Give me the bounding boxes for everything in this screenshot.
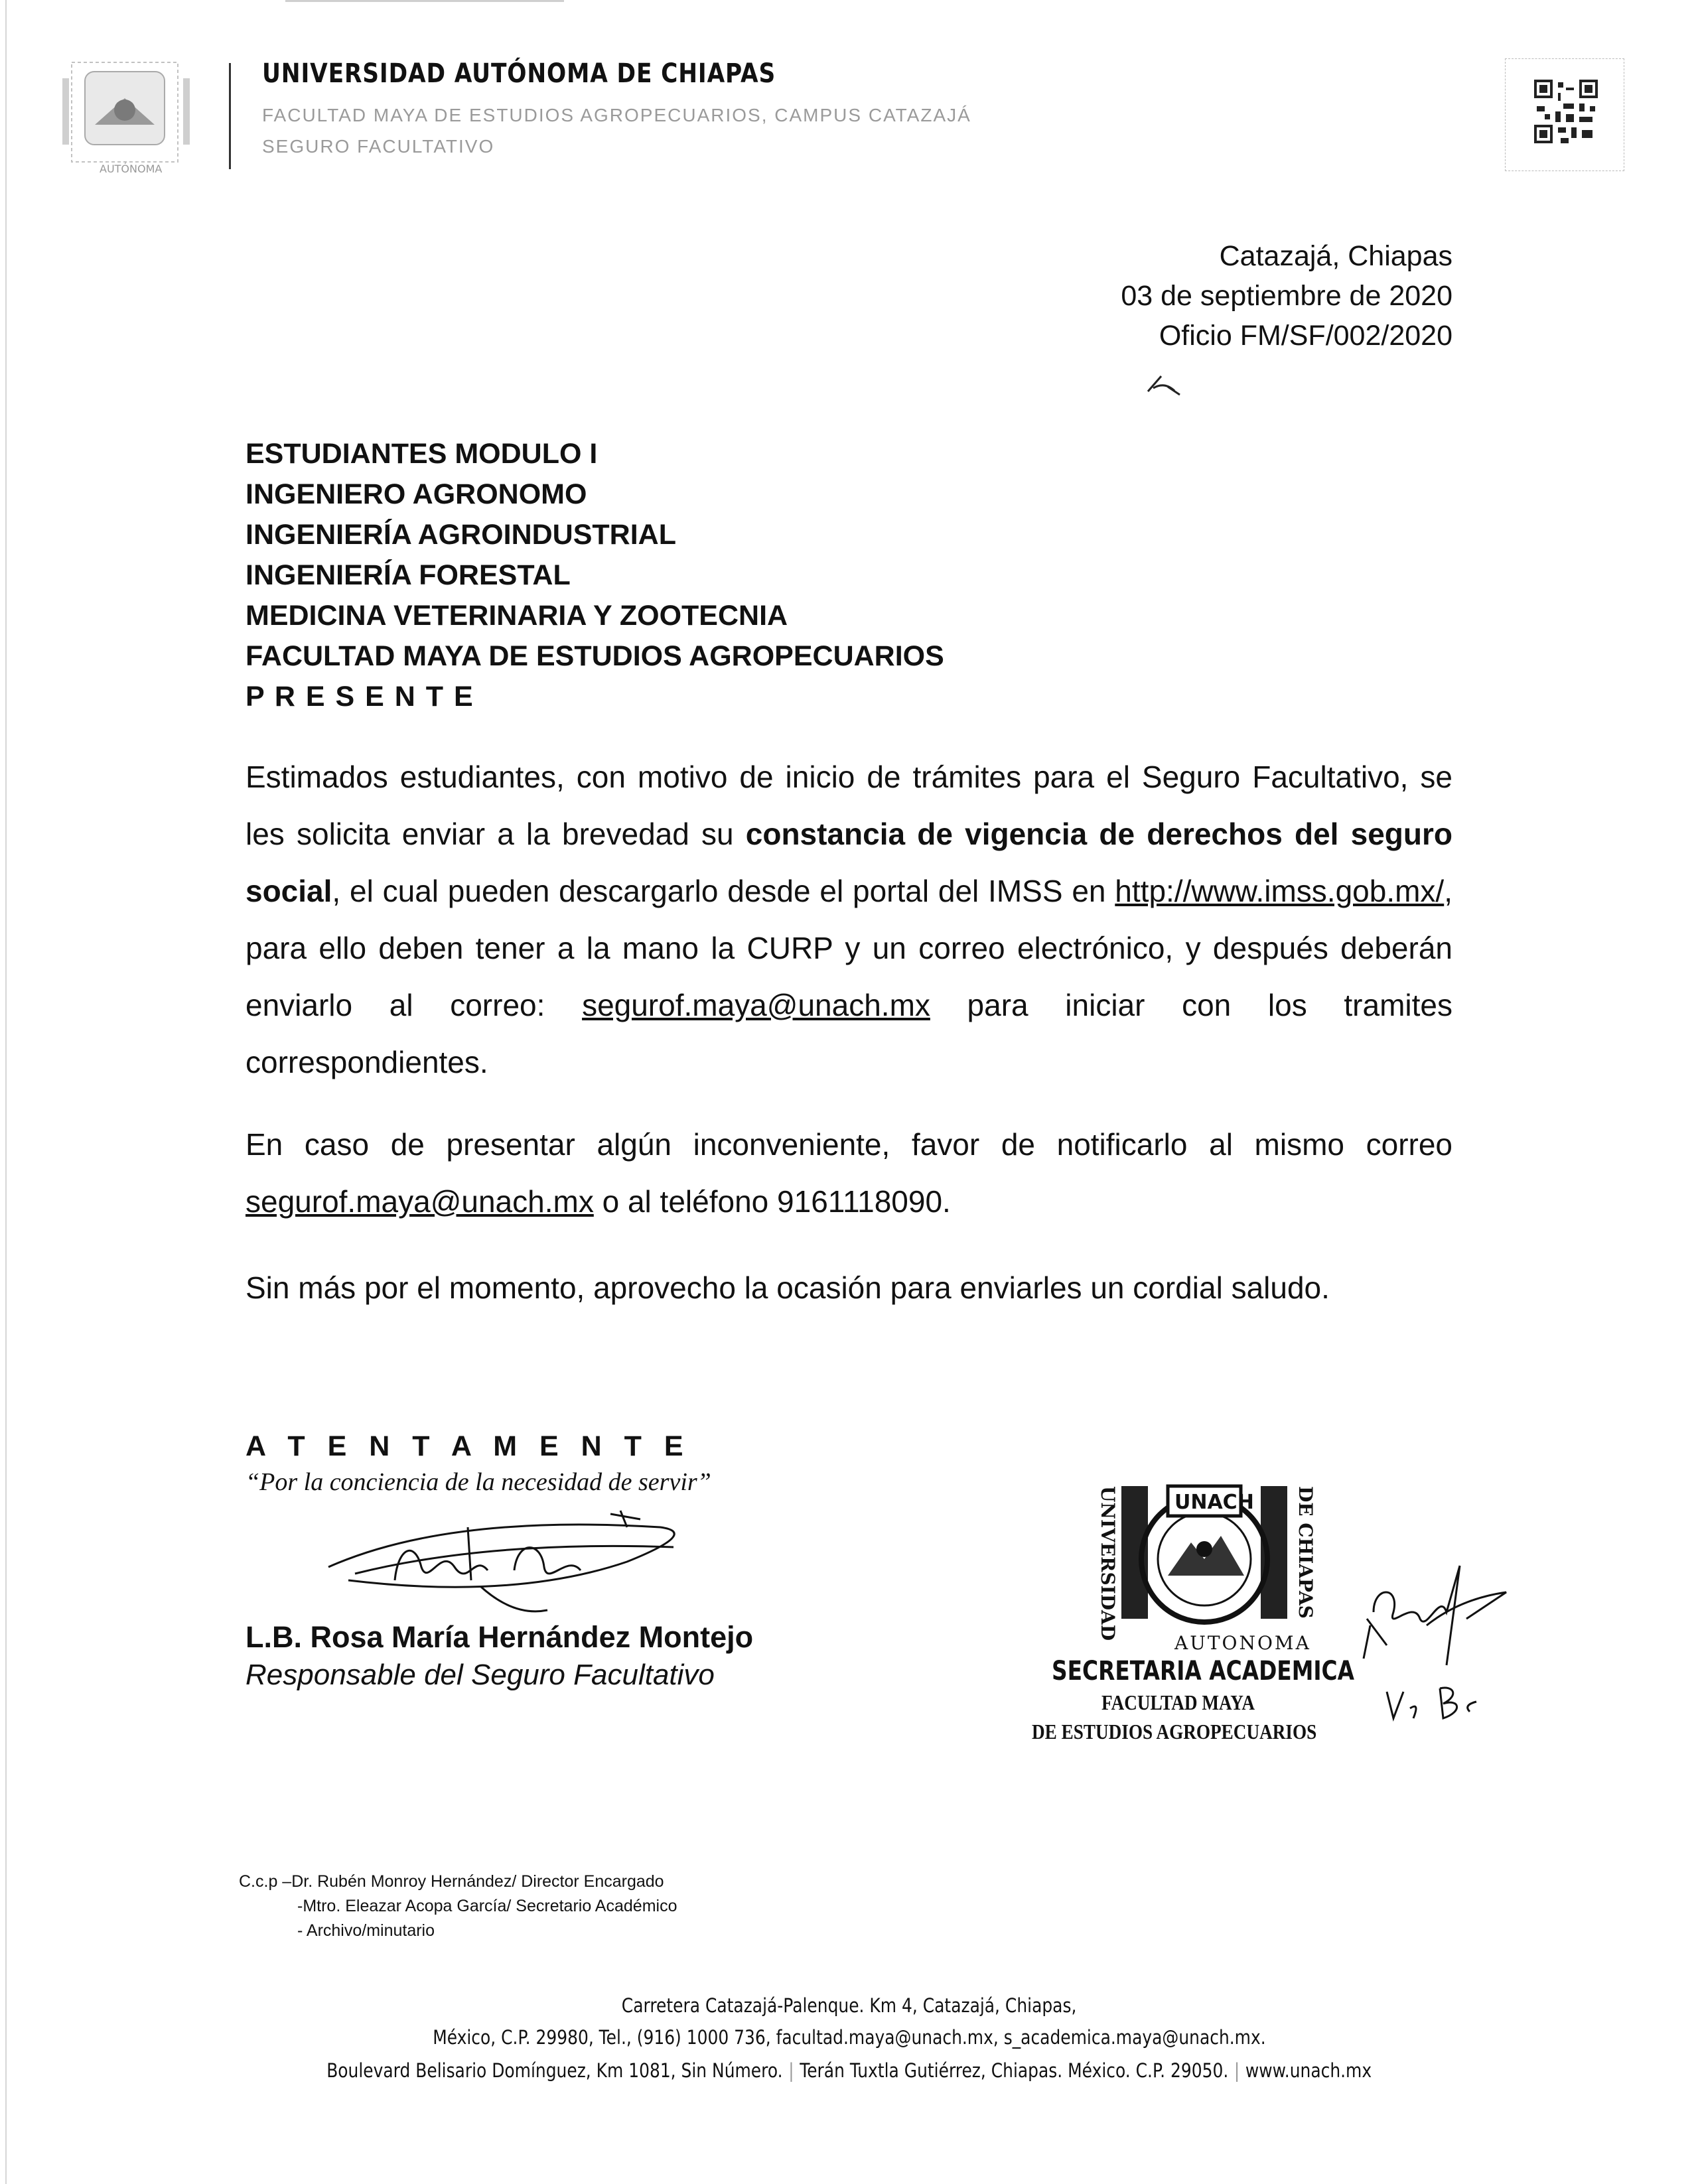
footer-address-3: Boulevard Belisario Domínguez, Km 1081, Sin Número. | Terán Tuxtla Gutiérrez, Chiapas. México. C.P. 29050. | www.unach.mx [326,2059,1372,2082]
recipient-line: INGENIERÍA AGROINDUSTRIAL [246,519,676,551]
recipient-line: INGENIERO AGRONOMO [246,478,587,510]
university-name: UNIVERSIDAD AUTÓNOMA DE CHIAPAS [262,58,776,89]
footer-text: México, C.P. 29980, Tel., (916) 1000 736, facultad.maya@unach.mx, s_academica.maya@unach.mx. [432,2026,1266,2049]
seal-text: AUTONOMA [1174,1632,1311,1654]
email-link[interactable]: segurof.maya@unach.mx [582,988,930,1022]
svg-text:UNACH: UNACH [1174,1491,1254,1514]
paragraph-text: para iniciar con los tramites correspondientes. [246,988,1452,1079]
recipient-line: ESTUDIANTES MODULO I [246,438,598,470]
seal-text: FACULTAD MAYA [1101,1690,1255,1714]
paragraph-text: En caso de presentar algún inconveniente, favor de notificarlo al mismo correo [246,1127,1452,1162]
initials-mark-icon [1141,368,1188,401]
emphasis-text: constancia de vigencia de derechos del seguro social [246,817,1452,908]
footer-address-1 [0,1994,1698,2017]
imss-link[interactable]: http://www.imss.gob.mx/ [1115,874,1445,908]
unach-seal-icon [1088,1460,1320,1652]
cc-line: C.c.p –Dr. Rubén Monroy Hernández/ Director Encargado [239,1872,664,1891]
presente-line: P R E S E N T E [246,681,474,713]
date-line: 03 de septiembre de 2020 [1121,280,1452,312]
recipient-line: FACULTAD MAYA DE ESTUDIOS AGROPECUARIOS [246,640,944,672]
header-divider [229,63,231,169]
qr-code-icon [1534,80,1598,143]
footer-text: Carretera Catazajá-Palenque. Km 4, Catazajá, Chiapas, [621,1994,1077,2017]
office-number: Oficio FM/SF/002/2020 [1159,320,1452,352]
university-crest-icon [58,58,204,178]
footer-website[interactable]: www.unach.mx [1245,2059,1372,2082]
closing: A T E N T A M E N T E [246,1430,691,1462]
body-paragraph-2 [246,1116,1452,1230]
svg-text:UNIVERSIDAD: UNIVERSIDAD [1097,1486,1119,1641]
email-link[interactable]: segurof.maya@unach.mx [246,1184,594,1219]
svg-text:DE CHIAPAS: DE CHIAPAS [1295,1486,1316,1619]
footer-text: Terán Tuxtla Gutiérrez, Chiapas. México. C.P. 29050. [800,2059,1229,2082]
signer-role: Responsable del Seguro Facultativo [246,1659,715,1691]
paragraph-text: , el cual pueden descargarlo desde el portal del IMSS en [332,874,1115,908]
seal-text: DE ESTUDIOS AGROPECUARIOS [1032,1720,1317,1743]
department-name: SEGURO FACULTATIVO [262,136,495,157]
seal-text: SECRETARIA ACADEMICA [1052,1656,1355,1686]
footer-address-2 [0,2026,1698,2049]
faculty-name: FACULTAD MAYA DE ESTUDIOS AGROPECUARIOS, CAMPUS CATAZAJÁ [262,105,971,125]
recipient-line: INGENIERÍA FORESTAL [246,559,571,591]
vobo-signature-icon [1347,1526,1520,1738]
signer-name: L.B. Rosa María Hernández Montejo [246,1620,754,1654]
body-paragraph-3: Sin más por el momento, aprovecho la ocasión para enviarles un cordial saludo. [246,1270,1330,1305]
scan-edge-line [5,0,7,2184]
recipient-line: MEDICINA VETERINARIA Y ZOOTECNIA [246,600,788,632]
paragraph-text: , para ello deben tener a la mano la CURP y un correo electrónico, y después deberán enviarlo al correo: [246,874,1452,1022]
cc-line: - Archivo/minutario [297,1921,435,1940]
paragraph-text: Estimados estudiantes, con motivo de inicio de trámites para el Seguro Facultativo, se les solicita enviar a la brevedad su [246,760,1452,851]
scan-top-mark [285,0,564,2]
footer-text: Boulevard Belisario Domínguez, Km 1081, Sin Número. [326,2059,783,2082]
svg-text:AUTÓNOMA: AUTÓNOMA [100,163,163,175]
body-paragraph-1 [246,748,1452,1091]
motto: “Por la conciencia de la necesidad de servir” [246,1468,711,1496]
cc-line: -Mtro. Eleazar Acopa García/ Secretario Académico [297,1897,677,1915]
handwritten-signature-icon [315,1501,727,1620]
place-line: Catazajá, Chiapas [1219,240,1452,272]
paragraph-text: o al teléfono 9161118090. [593,1184,951,1219]
